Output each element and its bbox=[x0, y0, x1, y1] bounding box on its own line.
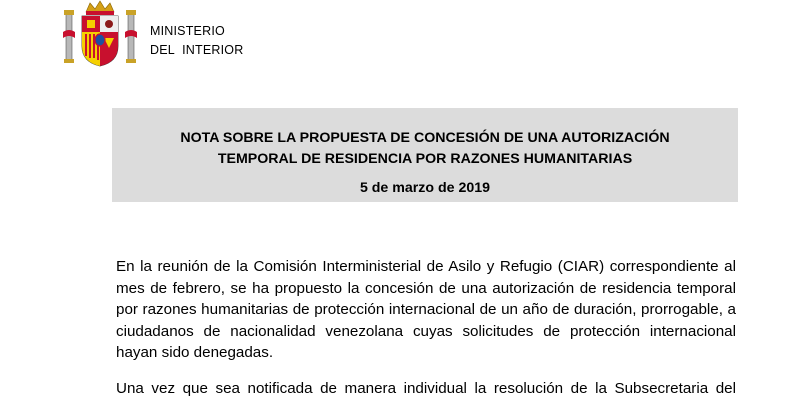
paragraph-1 bbox=[116, 256, 736, 364]
coat-of-arms-icon bbox=[62, 0, 138, 72]
title-line-1: NOTA SOBRE LA PROPUESTA DE CONCESIÓN DE UNA AUTORIZACIÓN bbox=[180, 130, 670, 146]
paragraph-1-line: ciudadanos de nacionalidad venezolana cuyas solicitudes de protección internacional bbox=[116, 322, 736, 340]
document-title bbox=[112, 128, 738, 170]
paragraph-1-line: por razones humanitarias de protección internacional de un año de duración, prorrogable, a bbox=[116, 301, 736, 319]
paragraph-1-line: mes de febrero, se ha propuesto la concesión de una autorización de residencia temporal bbox=[116, 279, 736, 297]
paragraph-2-line: Una vez que sea notificada de manera individual la resolución de la Subsecretaria del bbox=[116, 380, 736, 397]
document-date: 5 de marzo de 2019 bbox=[359, 180, 491, 196]
document-header-box bbox=[112, 108, 738, 202]
ministry-line-1: MINISTERIO bbox=[150, 24, 225, 38]
title-line-2: TEMPORAL DE RESIDENCIA POR RAZONES HUMANITARIAS bbox=[217, 151, 633, 167]
paragraph-2 bbox=[116, 378, 736, 400]
paragraph-1-line: En la reunión de la Comisión Interministerial de Asilo y Refugio (CIAR) correspondiente al bbox=[116, 258, 736, 275]
ministry-line-2: DEL INTERIOR bbox=[150, 43, 244, 57]
ministry-name bbox=[150, 22, 243, 60]
paragraph-1-line: hayan sido denegadas. bbox=[116, 344, 274, 362]
